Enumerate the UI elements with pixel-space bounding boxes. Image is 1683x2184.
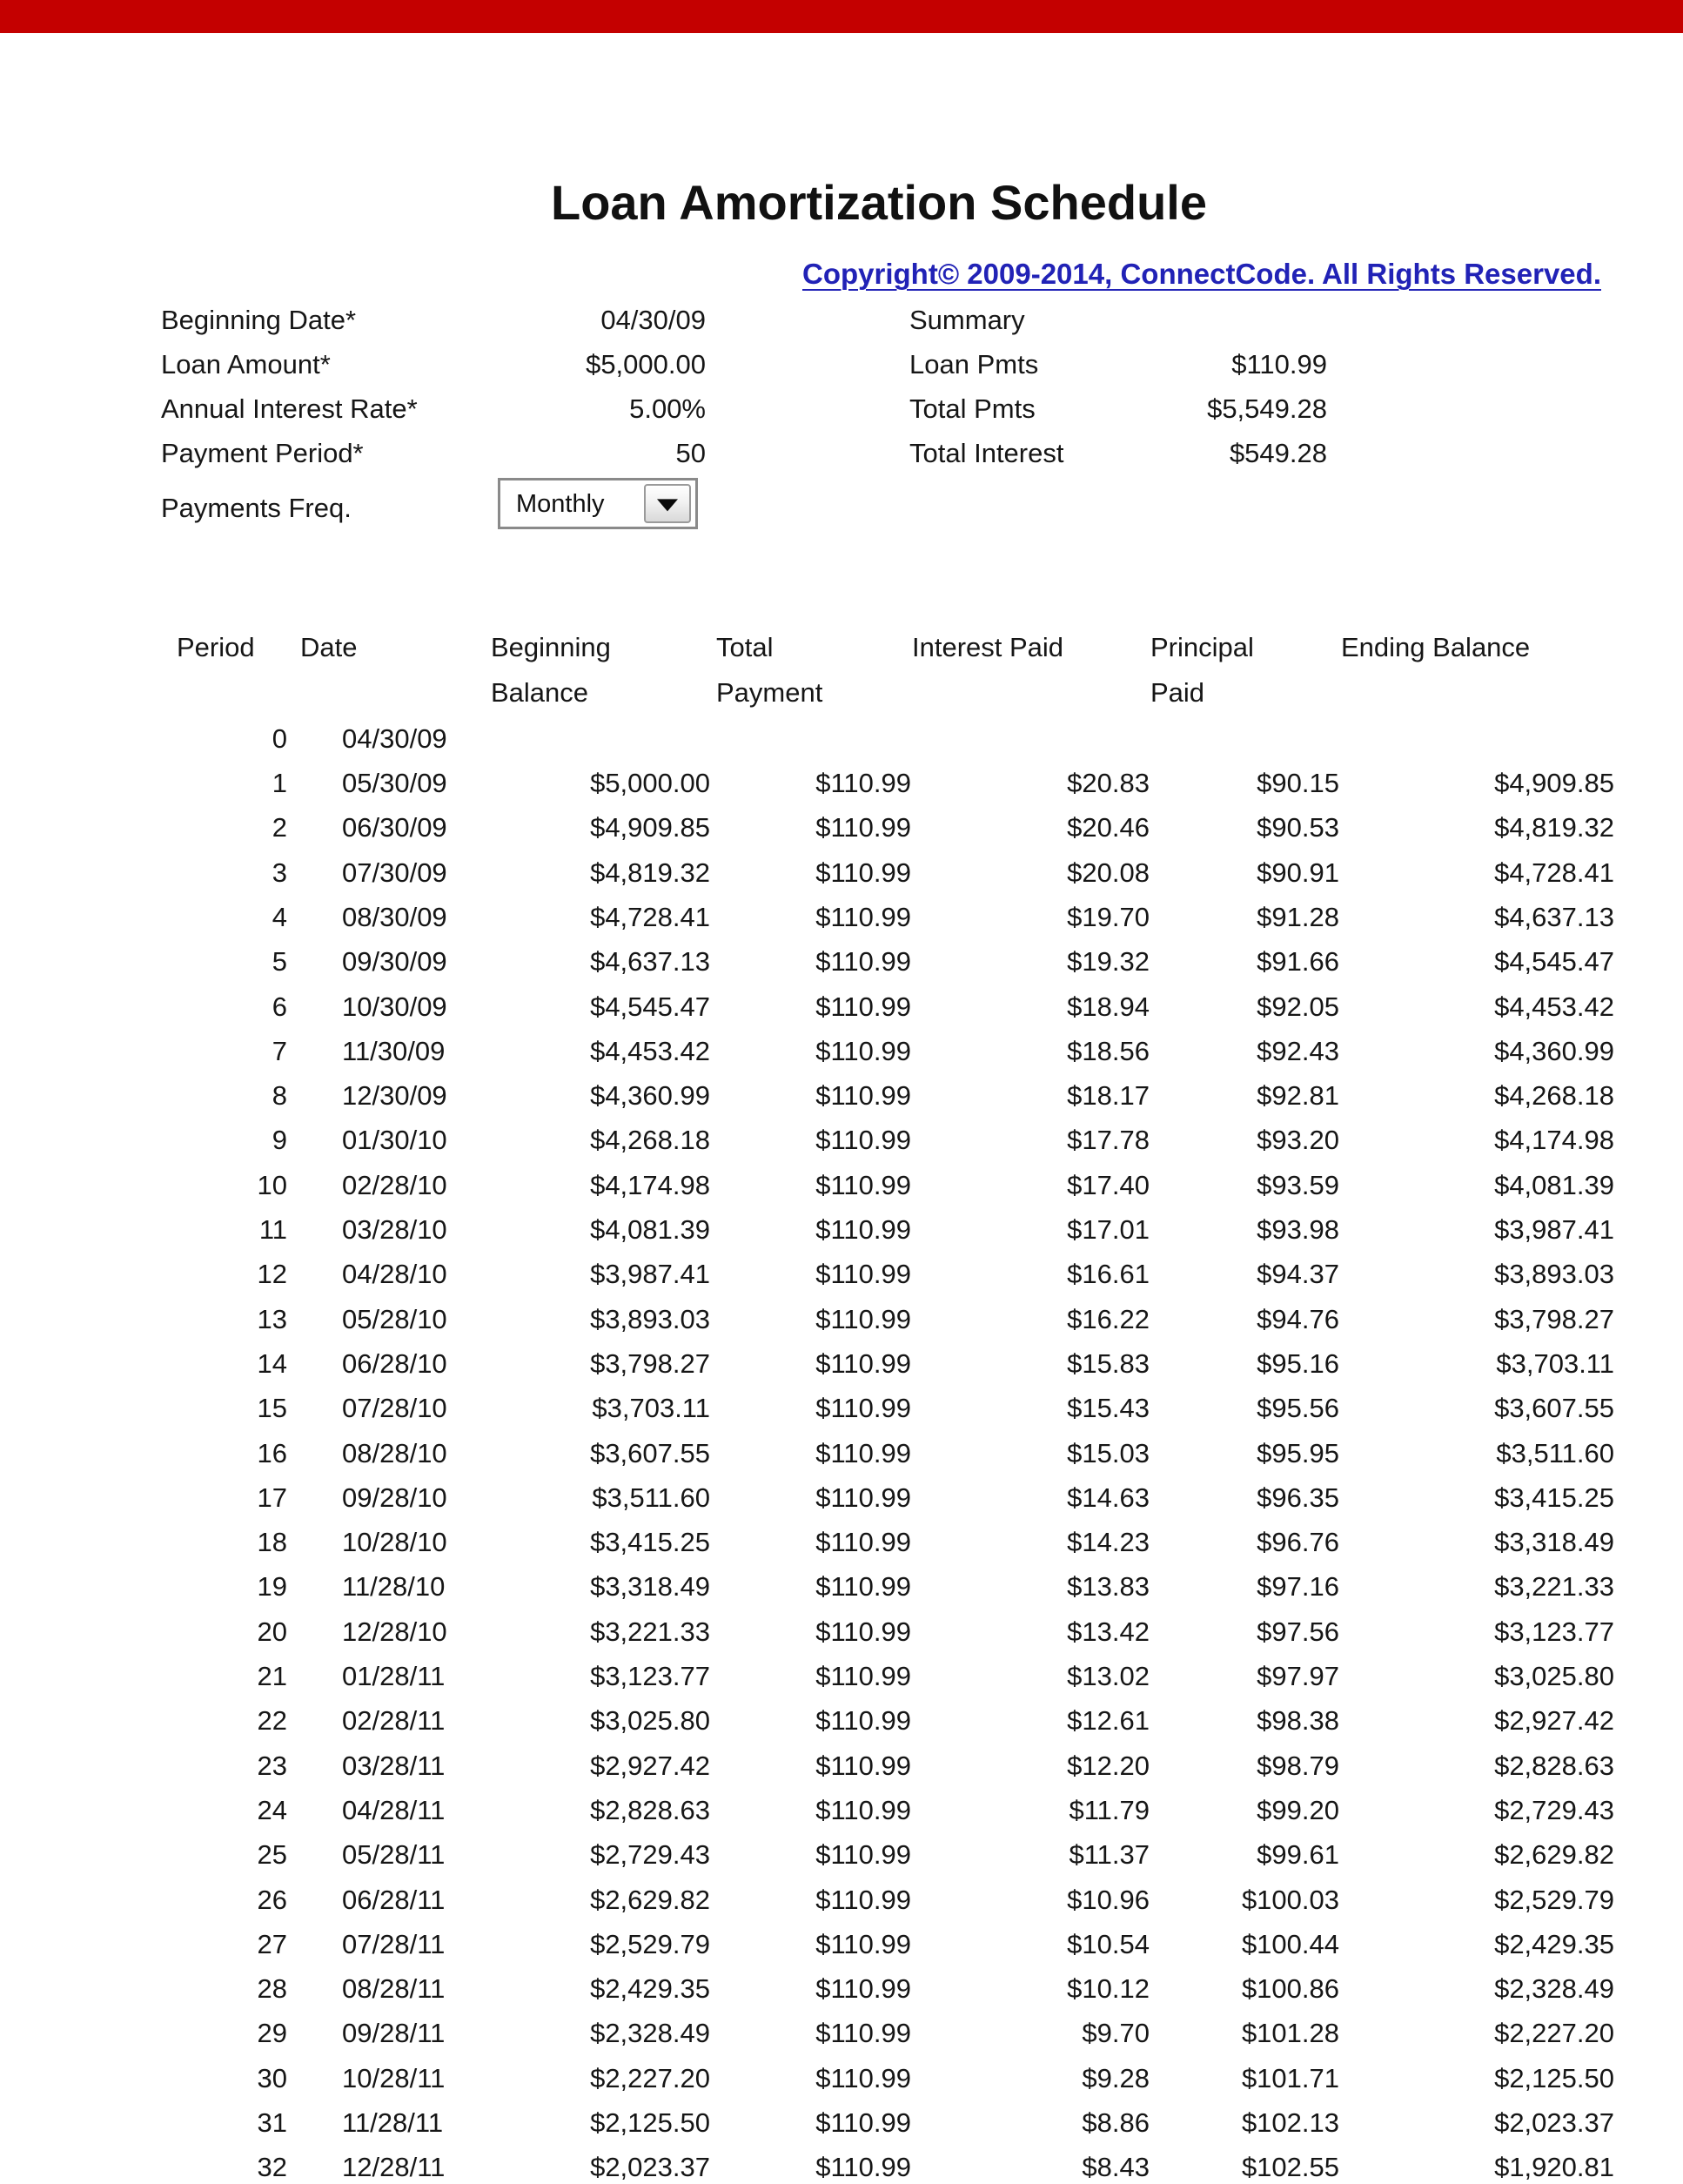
cell-total-payment: $110.99: [815, 1125, 911, 1156]
cell-total-payment: $110.99: [815, 2062, 911, 2093]
cell-interest-paid: $11.79: [1069, 1794, 1150, 1825]
cell-total-payment: $110.99: [815, 1393, 911, 1424]
cell-interest-paid: $14.63: [1067, 1482, 1150, 1513]
cell-interest-paid: $13.42: [1067, 1616, 1150, 1647]
cell-beginning-balance: $2,125.50: [590, 2107, 710, 2138]
cell-principal-paid: $90.15: [1257, 768, 1339, 798]
cell-principal-paid: $98.38: [1257, 1705, 1339, 1737]
cell-ending-balance: $3,123.77: [1494, 1616, 1614, 1647]
cell-total-payment: $110.99: [815, 2152, 911, 2183]
cell-interest-paid: $13.02: [1067, 1661, 1150, 1691]
cell-date: 12/28/11: [342, 2152, 446, 2183]
cell-principal-paid: $95.16: [1257, 1347, 1339, 1379]
cell-total-payment: $110.99: [815, 1839, 911, 1871]
cell-principal-paid: $99.20: [1257, 1794, 1339, 1825]
cell-principal-paid: $90.91: [1257, 857, 1339, 888]
cell-beginning-balance: $3,607.55: [590, 1437, 710, 1468]
cell-date: 06/28/10: [342, 1347, 447, 1379]
cell-period: 32: [257, 2152, 287, 2183]
top-red-bar: [0, 0, 1683, 33]
cell-principal-paid: $102.55: [1241, 2152, 1339, 2183]
cell-ending-balance: $4,819.32: [1494, 812, 1614, 843]
payments-freq-dropdown[interactable]: [498, 478, 698, 529]
cell-beginning-balance: $3,221.33: [590, 1616, 710, 1647]
cell-total-payment: $110.99: [815, 1169, 911, 1200]
cell-beginning-balance: $2,328.49: [590, 2018, 710, 2049]
cell-beginning-balance: $4,545.47: [590, 991, 710, 1022]
cell-date: 04/28/11: [342, 1794, 446, 1825]
column-header-principal-paid-line2: Paid: [1150, 677, 1205, 708]
cell-period: 11: [258, 1214, 287, 1245]
cell-beginning-balance: $3,318.49: [590, 1571, 710, 1603]
cell-beginning-balance: $2,023.37: [590, 2152, 710, 2183]
cell-interest-paid: $8.86: [1082, 2107, 1150, 2138]
cell-ending-balance: $3,025.80: [1494, 1661, 1614, 1691]
cell-interest-paid: $16.61: [1067, 1259, 1150, 1290]
cell-date: 05/30/09: [342, 768, 447, 798]
cell-total-payment: $110.99: [815, 1437, 911, 1468]
cell-date: 03/28/10: [342, 1214, 447, 1245]
cell-date: 01/28/11: [342, 1661, 446, 1691]
cell-ending-balance: $2,125.50: [1494, 2062, 1614, 2093]
cell-ending-balance: $2,227.20: [1494, 2018, 1614, 2049]
cell-total-payment: $110.99: [815, 1794, 911, 1825]
page-title: Loan Amortization Schedule: [551, 175, 1207, 230]
cell-principal-paid: $98.79: [1257, 1750, 1339, 1781]
cell-ending-balance: $2,729.43: [1494, 1794, 1614, 1825]
cell-beginning-balance: $2,729.43: [590, 1839, 710, 1871]
cell-interest-paid: $12.20: [1067, 1750, 1150, 1781]
cell-date: 11/28/11: [342, 2107, 444, 2138]
cell-date: 04/28/10: [342, 1259, 447, 1290]
total-interest-label: Total Interest: [909, 438, 1064, 468]
summary-heading: Summary: [909, 305, 1025, 335]
column-header-ending-balance: Ending Balance: [1341, 632, 1531, 662]
cell-date: 02/28/11: [342, 1705, 446, 1737]
cell-principal-paid: $92.43: [1257, 1035, 1339, 1066]
cell-interest-paid: $18.56: [1067, 1035, 1150, 1066]
loan-pmts-value: $110.99: [1231, 349, 1327, 380]
cell-beginning-balance: $3,987.41: [590, 1259, 710, 1290]
cell-ending-balance: $3,607.55: [1494, 1393, 1614, 1424]
cell-period: 3: [272, 857, 287, 888]
cell-date: 07/28/11: [342, 1928, 446, 1959]
cell-beginning-balance: $3,703.11: [592, 1393, 710, 1424]
cell-interest-paid: $20.46: [1067, 812, 1150, 843]
cell-interest-paid: $18.17: [1067, 1080, 1150, 1112]
cell-principal-paid: $101.71: [1241, 2062, 1339, 2093]
cell-total-payment: $110.99: [815, 1705, 911, 1737]
cell-date: 09/28/10: [342, 1482, 447, 1513]
cell-interest-paid: $9.70: [1082, 2018, 1150, 2049]
cell-period: 18: [257, 1527, 287, 1558]
cell-date: 02/28/10: [342, 1169, 447, 1200]
cell-date: 08/28/10: [342, 1437, 447, 1468]
cell-period: 26: [257, 1884, 287, 1915]
cell-interest-paid: $17.40: [1067, 1169, 1150, 1200]
cell-date: 08/30/09: [342, 901, 447, 932]
cell-principal-paid: $102.13: [1241, 2107, 1339, 2138]
cell-interest-paid: $8.43: [1082, 2152, 1150, 2183]
cell-beginning-balance: $2,529.79: [590, 1928, 710, 1959]
cell-ending-balance: $1,920.81: [1494, 2152, 1614, 2183]
cell-principal-paid: $93.98: [1257, 1214, 1339, 1245]
column-header-principal-paid: Principal: [1150, 632, 1254, 662]
cell-principal-paid: $99.61: [1257, 1839, 1339, 1871]
cell-principal-paid: $95.95: [1257, 1437, 1339, 1468]
cell-date: 05/28/10: [342, 1303, 447, 1334]
cell-principal-paid: $101.28: [1241, 2018, 1339, 2049]
cell-date: 06/28/11: [342, 1884, 446, 1915]
cell-total-payment: $110.99: [815, 946, 911, 978]
cell-principal-paid: $92.05: [1257, 991, 1339, 1022]
cell-principal-paid: $100.44: [1241, 1928, 1339, 1959]
cell-period: 25: [257, 1839, 287, 1871]
cell-period: 31: [257, 2107, 287, 2138]
cell-beginning-balance: $5,000.00: [590, 768, 710, 798]
cell-beginning-balance: $4,174.98: [590, 1169, 710, 1200]
cell-beginning-balance: $3,025.80: [590, 1705, 710, 1737]
cell-ending-balance: $3,893.03: [1494, 1259, 1614, 1290]
cell-interest-paid: $15.83: [1067, 1347, 1150, 1379]
cell-beginning-balance: $4,360.99: [590, 1080, 710, 1112]
cell-period: 21: [257, 1661, 287, 1691]
cell-principal-paid: $94.37: [1257, 1259, 1339, 1290]
cell-date: 01/30/10: [342, 1125, 447, 1156]
loan-pmts-label: Loan Pmts: [909, 349, 1039, 380]
cell-beginning-balance: $4,637.13: [590, 946, 710, 978]
cell-period: 27: [257, 1928, 287, 1959]
cell-date: 08/28/11: [342, 1973, 446, 2005]
cell-principal-paid: $97.56: [1257, 1616, 1339, 1647]
cell-period: 1: [272, 768, 287, 798]
cell-date: 09/30/09: [342, 946, 447, 978]
cell-interest-paid: $16.22: [1067, 1303, 1150, 1334]
cell-principal-paid: $91.28: [1257, 901, 1339, 932]
cell-interest-paid: $15.43: [1067, 1393, 1150, 1424]
cell-ending-balance: $3,318.49: [1494, 1527, 1614, 1558]
cell-total-payment: $110.99: [815, 1080, 911, 1112]
cell-ending-balance: $2,629.82: [1494, 1839, 1614, 1871]
cell-total-payment: $110.99: [815, 1482, 911, 1513]
cell-ending-balance: $4,174.98: [1494, 1125, 1614, 1156]
cell-period: 16: [257, 1437, 287, 1468]
cell-period: 9: [272, 1125, 287, 1156]
cell-period: 14: [257, 1347, 287, 1379]
cell-date: 07/30/09: [342, 857, 447, 888]
cell-period: 0: [272, 723, 287, 754]
cell-beginning-balance: $4,453.42: [590, 1035, 710, 1066]
cell-period: 22: [257, 1705, 287, 1737]
cell-beginning-balance: $4,819.32: [590, 857, 710, 888]
cell-ending-balance: $4,728.41: [1494, 857, 1614, 888]
cell-interest-paid: $20.83: [1067, 768, 1150, 798]
loan-amount-value: $5,000.00: [586, 349, 706, 380]
cell-principal-paid: $93.59: [1257, 1169, 1339, 1200]
cell-period: 17: [257, 1482, 287, 1513]
cell-total-payment: $110.99: [815, 1571, 911, 1603]
total-pmts-label: Total Pmts: [909, 393, 1036, 424]
cell-ending-balance: $4,545.47: [1494, 946, 1614, 978]
cell-principal-paid: $92.81: [1257, 1080, 1339, 1112]
payments-freq-label: Payments Freq.: [161, 493, 352, 523]
cell-ending-balance: $2,529.79: [1494, 1884, 1614, 1915]
cell-beginning-balance: $2,429.35: [590, 1973, 710, 2005]
cell-period: 4: [272, 901, 287, 932]
cell-total-payment: $110.99: [815, 1928, 911, 1959]
cell-principal-paid: $95.56: [1257, 1393, 1339, 1424]
cell-total-payment: $110.99: [815, 1303, 911, 1334]
cell-period: 8: [272, 1080, 287, 1112]
cell-period: 13: [257, 1303, 287, 1334]
copyright-link[interactable]: Copyright© 2009-2014, ConnectCode. All Rights Reserved.: [802, 258, 1601, 290]
cell-principal-paid: $93.20: [1257, 1125, 1339, 1156]
cell-interest-paid: $18.94: [1067, 991, 1150, 1022]
cell-ending-balance: $2,023.37: [1494, 2107, 1614, 2138]
cell-ending-balance: $2,328.49: [1494, 1973, 1614, 2005]
cell-period: 23: [257, 1750, 287, 1781]
cell-period: 10: [257, 1169, 287, 1200]
cell-ending-balance: $4,453.42: [1494, 991, 1614, 1022]
dropdown-arrow-button[interactable]: [644, 484, 691, 523]
cell-total-payment: $110.99: [815, 1527, 911, 1558]
column-header-date: Date: [300, 632, 358, 662]
cell-beginning-balance: $4,728.41: [590, 901, 710, 932]
column-header-interest-paid: Interest Paid: [912, 632, 1064, 662]
cell-interest-paid: $11.37: [1069, 1839, 1150, 1871]
cell-beginning-balance: $2,227.20: [590, 2062, 710, 2093]
cell-total-payment: $110.99: [815, 2107, 911, 2138]
cell-interest-paid: $20.08: [1067, 857, 1150, 888]
cell-beginning-balance: $3,511.60: [592, 1482, 710, 1513]
cell-total-payment: $110.99: [815, 1973, 911, 2005]
cell-interest-paid: $10.12: [1067, 1973, 1150, 2005]
cell-date: 11/30/09: [342, 1035, 446, 1066]
cell-date: 03/28/11: [342, 1750, 446, 1781]
cell-beginning-balance: $3,123.77: [590, 1661, 710, 1691]
payment-period-label: Payment Period*: [161, 438, 364, 468]
cell-total-payment: $110.99: [815, 1035, 911, 1066]
column-header-beginning-balance-line2: Balance: [491, 677, 589, 708]
cell-date: 10/30/09: [342, 991, 447, 1022]
cell-date: 11/28/10: [342, 1571, 446, 1603]
cell-principal-paid: $91.66: [1257, 946, 1339, 978]
cell-period: 24: [257, 1794, 287, 1825]
cell-total-payment: $110.99: [815, 2018, 911, 2049]
cell-beginning-balance: $3,798.27: [590, 1347, 710, 1379]
cell-beginning-balance: $2,629.82: [590, 1884, 710, 1915]
cell-ending-balance: $3,221.33: [1494, 1571, 1614, 1603]
cell-interest-paid: $12.61: [1067, 1705, 1150, 1737]
cell-interest-paid: $10.54: [1067, 1928, 1150, 1959]
beginning-date-label: Beginning Date*: [161, 305, 357, 335]
cell-total-payment: $110.99: [815, 1750, 911, 1781]
chevron-down-icon: [657, 499, 678, 511]
payment-period-value: 50: [675, 438, 706, 468]
payments-freq-selected-value: Monthly: [516, 490, 605, 518]
cell-ending-balance: $2,429.35: [1494, 1928, 1614, 1959]
cell-ending-balance: $2,927.42: [1494, 1705, 1614, 1737]
cell-date: 10/28/11: [342, 2062, 446, 2093]
cell-date: 07/28/10: [342, 1393, 447, 1424]
cell-ending-balance: $2,828.63: [1494, 1750, 1614, 1781]
cell-total-payment: $110.99: [815, 857, 911, 888]
annual-interest-rate-label: Annual Interest Rate*: [161, 393, 418, 424]
cell-date: 04/30/09: [342, 723, 447, 754]
cell-interest-paid: $10.96: [1067, 1884, 1150, 1915]
cell-interest-paid: $17.78: [1067, 1125, 1150, 1156]
cell-period: 20: [257, 1616, 287, 1647]
cell-period: 29: [257, 2018, 287, 2049]
cell-principal-paid: $100.86: [1241, 1973, 1339, 2005]
cell-period: 5: [272, 946, 287, 978]
cell-interest-paid: $14.23: [1067, 1527, 1150, 1558]
cell-interest-paid: $13.83: [1067, 1571, 1150, 1603]
cell-beginning-balance: $4,909.85: [590, 812, 710, 843]
cell-beginning-balance: $4,268.18: [590, 1125, 710, 1156]
cell-beginning-balance: $3,893.03: [590, 1303, 710, 1334]
cell-principal-paid: $90.53: [1257, 812, 1339, 843]
cell-period: 28: [257, 1973, 287, 2005]
annual-interest-rate-value: 5.00%: [629, 393, 706, 424]
cell-principal-paid: $97.16: [1257, 1571, 1339, 1603]
cell-total-payment: $110.99: [815, 901, 911, 932]
cell-interest-paid: $15.03: [1067, 1437, 1150, 1468]
cell-date: 10/28/10: [342, 1527, 447, 1558]
cell-period: 30: [257, 2062, 287, 2093]
cell-ending-balance: $3,703.11: [1496, 1347, 1614, 1379]
column-header-total-payment: Total: [716, 632, 774, 662]
cell-total-payment: $110.99: [815, 812, 911, 843]
cell-date: 09/28/11: [342, 2018, 446, 2049]
cell-ending-balance: $3,415.25: [1494, 1482, 1614, 1513]
cell-total-payment: $110.99: [815, 991, 911, 1022]
cell-total-payment: $110.99: [815, 1347, 911, 1379]
cell-period: 19: [257, 1571, 287, 1603]
cell-ending-balance: $4,268.18: [1494, 1080, 1614, 1112]
cell-beginning-balance: $4,081.39: [590, 1214, 710, 1245]
cell-ending-balance: $3,987.41: [1494, 1214, 1614, 1245]
column-header-beginning-balance: Beginning: [491, 632, 611, 662]
cell-date: 05/28/11: [342, 1839, 446, 1871]
total-pmts-value: $5,549.28: [1207, 393, 1327, 424]
cell-period: 7: [272, 1035, 287, 1066]
cell-total-payment: $110.99: [815, 1259, 911, 1290]
cell-date: 12/28/10: [342, 1616, 447, 1647]
cell-total-payment: $110.99: [815, 1661, 911, 1691]
cell-period: 15: [257, 1393, 287, 1424]
cell-beginning-balance: $2,828.63: [590, 1794, 710, 1825]
total-interest-value: $549.28: [1229, 438, 1327, 468]
beginning-date-value: 04/30/09: [600, 305, 706, 335]
cell-ending-balance: $4,081.39: [1494, 1169, 1614, 1200]
cell-period: 6: [272, 991, 287, 1022]
loan-amount-label: Loan Amount*: [161, 349, 331, 380]
cell-interest-paid: $19.70: [1067, 901, 1150, 932]
cell-beginning-balance: $2,927.42: [590, 1750, 710, 1781]
cell-principal-paid: $96.76: [1257, 1527, 1339, 1558]
cell-principal-paid: $97.97: [1257, 1661, 1339, 1691]
cell-period: 2: [272, 812, 287, 843]
cell-ending-balance: $3,511.60: [1496, 1437, 1614, 1468]
cell-ending-balance: $4,909.85: [1494, 768, 1614, 798]
column-header-total-payment-line2: Payment: [716, 677, 823, 708]
cell-interest-paid: $19.32: [1067, 946, 1150, 978]
cell-date: 06/30/09: [342, 812, 447, 843]
cell-ending-balance: $3,798.27: [1494, 1303, 1614, 1334]
cell-interest-paid: $9.28: [1082, 2062, 1150, 2093]
cell-date: 12/30/09: [342, 1080, 447, 1112]
cell-interest-paid: $17.01: [1067, 1214, 1150, 1245]
cell-total-payment: $110.99: [815, 768, 911, 798]
cell-principal-paid: $94.76: [1257, 1303, 1339, 1334]
cell-period: 12: [257, 1259, 287, 1290]
cell-principal-paid: $100.03: [1241, 1884, 1339, 1915]
cell-beginning-balance: $3,415.25: [590, 1527, 710, 1558]
cell-principal-paid: $96.35: [1257, 1482, 1339, 1513]
column-header-period: Period: [177, 632, 255, 662]
cell-total-payment: $110.99: [815, 1214, 911, 1245]
cell-total-payment: $110.99: [815, 1616, 911, 1647]
cell-total-payment: $110.99: [815, 1884, 911, 1915]
cell-ending-balance: $4,360.99: [1494, 1035, 1614, 1066]
cell-ending-balance: $4,637.13: [1494, 901, 1614, 932]
